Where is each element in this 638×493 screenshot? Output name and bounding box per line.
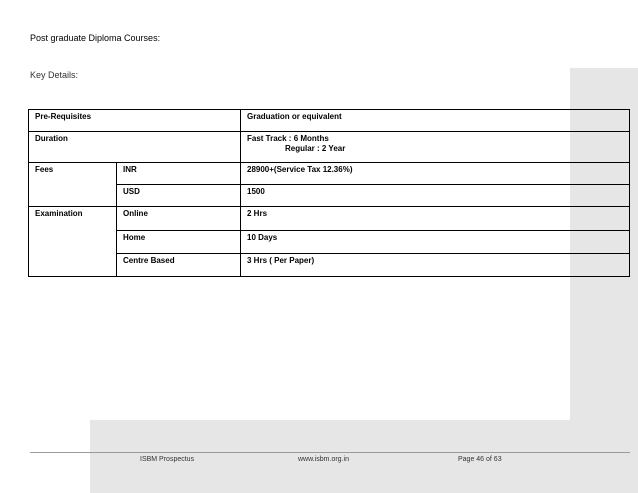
- exam-centre-label: Centre Based: [117, 254, 241, 277]
- exam-centre-value: 3 Hrs ( Per Paper): [241, 254, 630, 277]
- fees-label: Fees: [29, 163, 117, 207]
- exam-label: Examination: [29, 207, 117, 277]
- table-row: [29, 110, 630, 132]
- fees-usd-label: USD: [117, 185, 241, 207]
- exam-online-value: 2 Hrs: [241, 207, 630, 231]
- footer-page-number: Page 46 of 63: [458, 456, 502, 463]
- fees-inr-label: INR: [117, 163, 241, 185]
- table-row: [29, 207, 630, 231]
- prereq-value: Graduation or equivalent: [241, 110, 630, 132]
- duration-regular: Regular : 2 Year: [285, 144, 346, 153]
- key-details-heading: Key Details:: [30, 70, 79, 80]
- duration-value: [241, 132, 630, 163]
- footer-website: www.isbm.org.in: [298, 456, 349, 463]
- exam-home-value: 10 Days: [241, 231, 630, 254]
- fees-usd-value: 1500: [241, 185, 630, 207]
- exam-home-label: Home: [117, 231, 241, 254]
- table-row: [29, 132, 630, 163]
- table-row: [29, 231, 630, 254]
- prereq-label: Pre-Requisites: [29, 110, 241, 132]
- key-details-table: [28, 109, 630, 277]
- exam-online-label: Online: [117, 207, 241, 231]
- footer-prospectus: ISBM Prospectus: [140, 456, 195, 463]
- table-row: [29, 163, 630, 185]
- duration-label: Duration: [29, 132, 241, 163]
- table-row: [29, 185, 630, 207]
- fees-inr-value: 28900+(Service Tax 12.36%): [241, 163, 630, 185]
- table-row: [29, 254, 630, 277]
- duration-fast-track: Fast Track : 6 Months: [247, 134, 329, 143]
- footer-divider: [30, 452, 630, 453]
- section-heading: Post graduate Diploma Courses:: [30, 33, 161, 43]
